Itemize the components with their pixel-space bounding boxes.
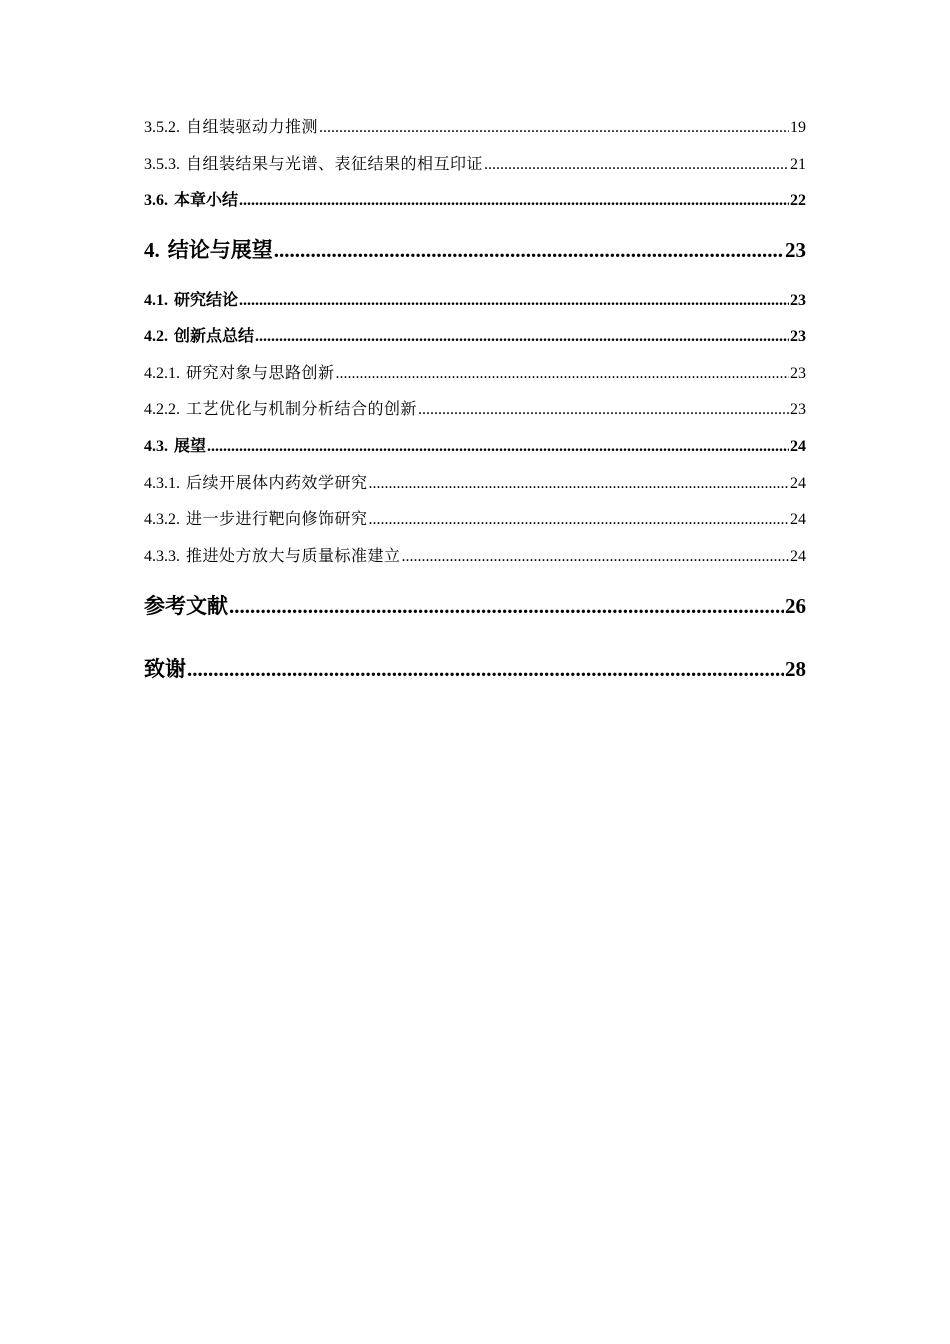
dot-leader	[484, 155, 789, 175]
toc-entry-title: 研究对象与思路创新	[186, 365, 335, 382]
dot-leader	[418, 400, 789, 420]
toc-entry-title: 结论与展望	[167, 238, 273, 262]
dot-leader	[187, 656, 784, 682]
toc-entry-title: 本章小结	[174, 192, 239, 209]
toc-entry-4-3-1[interactable]	[144, 474, 806, 494]
toc-entry-page: 19	[790, 119, 806, 136]
toc-entry-chapter-4[interactable]	[144, 237, 806, 263]
toc-entry-number: 3.6.	[144, 192, 168, 209]
dot-leader	[207, 437, 789, 457]
toc-entry-page: 22	[790, 192, 806, 209]
toc-entry-page: 23	[790, 365, 806, 382]
toc-entry-page: 24	[790, 438, 806, 455]
toc-entry-number: 4.	[144, 238, 160, 262]
toc-entry-title: 进一步进行靶向修饰研究	[186, 511, 368, 528]
dot-leader	[319, 118, 789, 138]
dot-leader	[274, 237, 784, 263]
toc-entry-title: 致谢	[144, 657, 186, 681]
toc-entry-number: 4.3.3.	[144, 548, 180, 565]
toc-entry-number: 4.3.2.	[144, 511, 180, 528]
toc-entry-3-5-3[interactable]	[144, 155, 806, 175]
toc-entry-3-6[interactable]	[144, 191, 806, 211]
toc-entry-title: 工艺优化与机制分析结合的创新	[186, 401, 418, 418]
toc-entry-page: 21	[790, 156, 806, 173]
toc-entry-number: 3.5.3.	[144, 156, 180, 173]
toc-entry-title: 展望	[174, 438, 207, 455]
toc-entry-title: 自组装驱动力推测	[186, 119, 319, 136]
toc-entry-4-1[interactable]	[144, 291, 806, 311]
toc-entry-page: 23	[790, 328, 806, 345]
dot-leader	[239, 191, 789, 211]
toc-entry-title: 后续开展体内药效学研究	[186, 475, 368, 492]
dot-leader	[369, 474, 789, 494]
toc-entry-page: 23	[785, 238, 806, 262]
toc-entry-page: 28	[785, 657, 806, 681]
toc-entry-page: 24	[790, 475, 806, 492]
toc-entry-page: 24	[790, 548, 806, 565]
toc-entry-title: 创新点总结	[174, 328, 255, 345]
dot-leader	[255, 327, 789, 347]
dot-leader	[336, 364, 789, 384]
toc-entry-page: 23	[790, 292, 806, 309]
dot-leader	[402, 547, 789, 567]
toc-entry-page: 23	[790, 401, 806, 418]
toc-entry-4-2-2[interactable]	[144, 400, 806, 420]
toc-entry-page: 24	[790, 511, 806, 528]
toc-entry-number: 4.2.	[144, 328, 168, 345]
toc-entry-number: 4.1.	[144, 292, 168, 309]
dot-leader	[369, 510, 789, 530]
toc-entry-title: 研究结论	[174, 292, 239, 309]
toc-entry-4-3-2[interactable]	[144, 510, 806, 530]
toc-entry-4-2[interactable]	[144, 327, 806, 347]
toc-entry-4-2-1[interactable]	[144, 364, 806, 384]
toc-entry-title: 参考文献	[144, 594, 228, 618]
dot-leader	[239, 291, 789, 311]
toc-entry-number: 3.5.2.	[144, 119, 180, 136]
toc-entry-references[interactable]	[144, 593, 806, 619]
toc-entry-4-3[interactable]	[144, 437, 806, 457]
toc-entry-title: 自组装结果与光谱、表征结果的相互印证	[186, 156, 484, 173]
toc-entry-number: 4.3.1.	[144, 475, 180, 492]
toc-entry-title: 推进处方放大与质量标准建立	[186, 548, 401, 565]
toc-entry-number: 4.2.1.	[144, 365, 180, 382]
toc-entry-page: 26	[785, 594, 806, 618]
toc-entry-number: 4.3.	[144, 438, 168, 455]
toc-entry-4-3-3[interactable]	[144, 547, 806, 567]
toc-entry-3-5-2[interactable]	[144, 118, 806, 138]
toc-entry-number: 4.2.2.	[144, 401, 180, 418]
dot-leader	[229, 593, 784, 619]
toc-entry-acknowledgements[interactable]	[144, 656, 806, 682]
